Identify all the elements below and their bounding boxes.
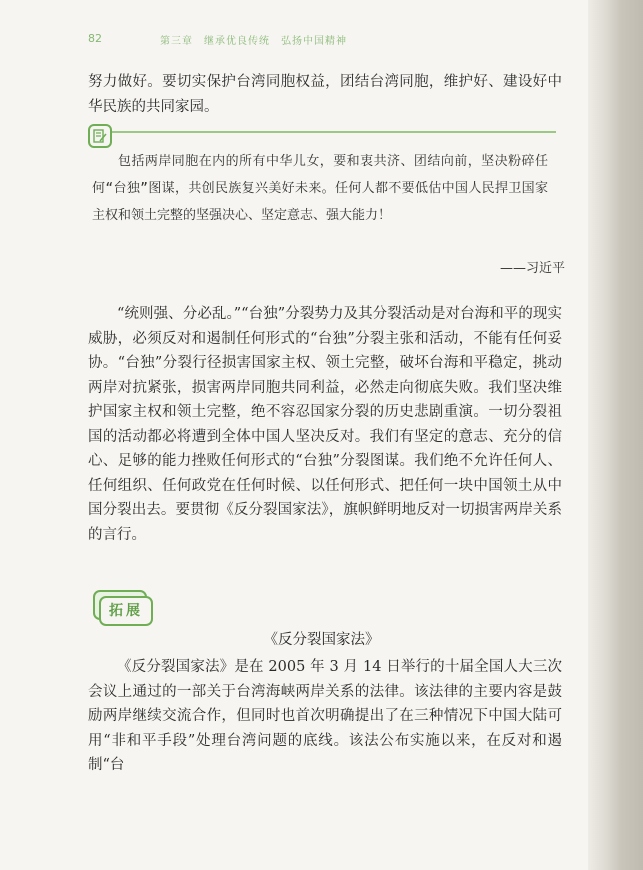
running-header — [88, 32, 583, 48]
paragraph-top: 努力做好。要切实保护台湾同胞权益，团结台湾同胞，维护好、建设好中华民族的共同家园。 — [88, 74, 562, 115]
extension-badge — [93, 590, 155, 626]
extension-badge-label: 拓展 — [109, 603, 143, 619]
page-number: 82 — [88, 32, 102, 45]
chapter-title: 第三章 继承优良传统 弘扬中国精神 — [160, 36, 347, 47]
paragraph-main: “统则强、分必乱。”“台独”分裂势力及其分裂活动是对台海和平的现实威胁，必须反对和遏制任何形式的“台独”分裂主张和活动，不能有任何妥协。“台独”分裂行径损害国家主权、领土完整，破坏台海和平稳定，挑动两岸对抗紧张，损害两岸同胞共同利益，必然走向彻底失败。我们坚决维护国家主权和领土完整，绝不容忍国家分裂的历史悲剧重演。一切分裂祖国的活动都必将遭到全体中国人坚决反对。我们有坚定的意志、充分的信心、足够的能力挫败任何形式的“台独”分裂图谋。我们绝不允许任何人、任何组织、任何政党在任何时候、以任何形式、把任何一块中国领土从中国分裂出去。要贯彻《反分裂国家法》，旗帜鲜明地反对一切损害两岸关系的言行。 — [88, 306, 562, 543]
book-spine-shadow — [588, 0, 643, 870]
quote-text: 包括两岸同胞在内的所有中华儿女，要和衷共济、团结向前，坚决粉碎任何“台独”图谋，共创民族复兴美好未来。任何人都不要低估中国人民捍卫国家主权和领土完整的坚强决心、坚定意志、强大能力！ — [92, 154, 548, 223]
extension-text: 《反分裂国家法》是在 2005 年 3 月 14 日举行的十届全国人大三次会议上通过的一部关于台湾海峡两岸关系的法律。该法律的主要内容是鼓励两岸继续交流合作，但同时也首次明确提出了在三种情况下中国大陆可用“非和平手段”处理台湾问题的底线。该法公布实施以来，在反对和遏制“台 — [88, 659, 562, 773]
note-pen-icon — [88, 124, 112, 148]
quote-source: ——习近平 — [499, 261, 565, 276]
quote-divider — [92, 131, 556, 133]
extension-title: 《反分裂国家法》 — [263, 632, 380, 648]
